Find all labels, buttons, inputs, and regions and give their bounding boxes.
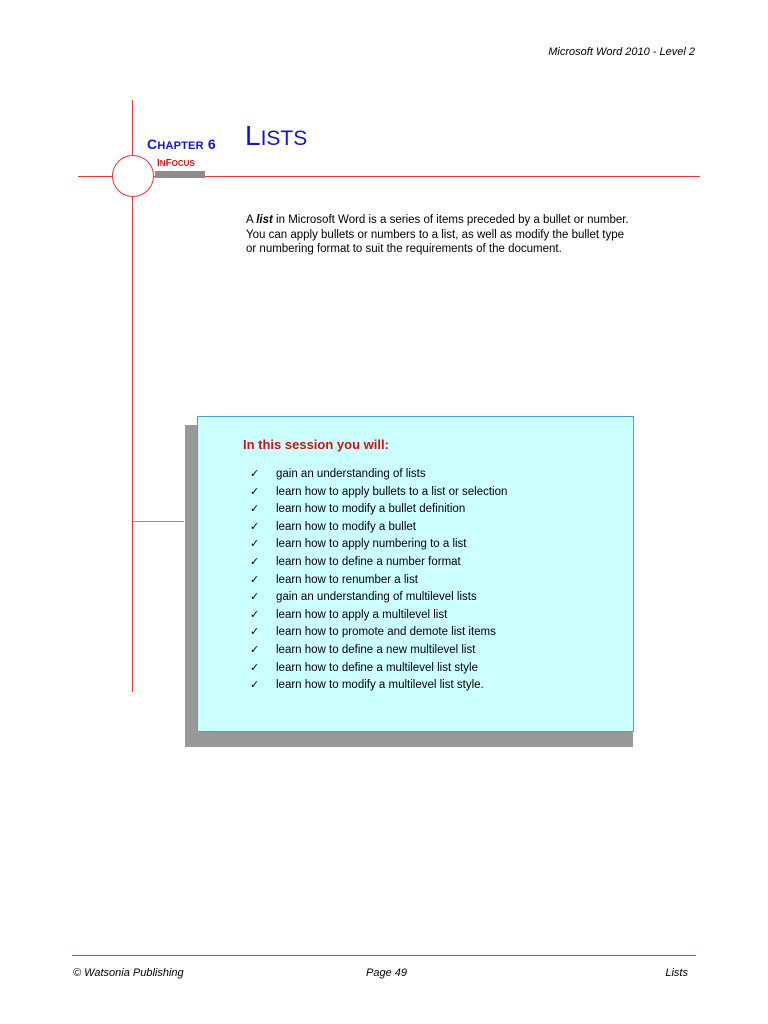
session-list-item <box>250 677 507 695</box>
check-icon: ✓ <box>250 468 260 480</box>
session-list-item-text: learn how to modify a bullet definition <box>276 503 466 516</box>
session-box <box>197 416 634 732</box>
intro-prefix: A <box>246 214 257 226</box>
session-heading: In this session you will: <box>243 437 389 452</box>
footer-section-name: Lists <box>665 967 688 979</box>
session-list-item-text: learn how to renumber a list <box>276 573 418 586</box>
check-icon: ✓ <box>250 573 260 586</box>
check-icon: ✓ <box>250 520 260 533</box>
infocus-label <box>157 158 195 169</box>
footer-rule <box>72 955 696 956</box>
infocus-part2: N <box>159 159 166 168</box>
page-title-initial: L <box>245 120 261 151</box>
check-icon: ✓ <box>250 661 260 674</box>
footer-page-number: Page 49 <box>366 967 407 979</box>
session-list-item <box>250 554 507 572</box>
session-list-item-text: learn how to promote and demote list items <box>276 626 496 639</box>
session-list-item <box>250 624 507 642</box>
session-list-item <box>250 589 507 607</box>
session-list <box>250 466 507 695</box>
check-icon: ✓ <box>250 608 260 621</box>
session-list-item <box>250 501 507 519</box>
session-list-item <box>250 536 507 554</box>
document-header-title: Microsoft Word 2010 - Level 2 <box>548 46 695 58</box>
session-list-item <box>250 607 507 625</box>
session-list-item-text: learn how to apply bullets to a list or selection <box>276 485 508 498</box>
session-list-item-text: learn how to define a multilevel list style <box>276 661 478 674</box>
session-list-item-text: learn how to apply a multilevel list <box>276 608 448 621</box>
session-list-item-text: learn how to define a new multilevel list <box>276 643 476 656</box>
intro-paragraph <box>246 213 636 257</box>
check-icon: ✓ <box>250 679 260 692</box>
footer-publisher: © Watsonia Publishing <box>73 967 184 979</box>
session-list-item <box>250 466 507 484</box>
check-icon: ✓ <box>250 538 260 551</box>
session-list-item <box>250 519 507 537</box>
session-list-item-text: gain an understanding of lists <box>276 468 426 480</box>
session-list-item-text: learn how to modify a multilevel list style. <box>276 679 484 692</box>
decorative-orange-tick <box>133 521 184 522</box>
page-title <box>245 122 307 150</box>
intro-rest: in Microsoft Word is a series of items preceded by a bullet or number. You can apply bullets or numbers to a list, as well as modify the bullet type or numbering format to suit the requirements of the document. <box>246 214 629 255</box>
infocus-part1: I <box>157 158 160 169</box>
chapter-label-initial: C <box>147 136 158 152</box>
infocus-part3: F <box>165 158 172 169</box>
session-list-item-text: learn how to apply numbering to a list <box>276 538 467 551</box>
session-list-item-text: gain an understanding of multilevel lists <box>276 591 477 604</box>
chapter-label-rest: HAPTER <box>157 140 204 152</box>
infocus-underline-bar <box>155 171 205 178</box>
check-icon: ✓ <box>250 591 260 604</box>
chapter-number: 6 <box>207 136 216 152</box>
check-icon: ✓ <box>250 485 260 498</box>
infocus-part4: OCUS <box>171 159 195 168</box>
check-icon: ✓ <box>250 555 260 568</box>
session-list-item <box>250 660 507 678</box>
decorative-circle <box>112 155 154 197</box>
check-icon: ✓ <box>250 626 260 639</box>
session-list-item <box>250 642 507 660</box>
check-icon: ✓ <box>250 503 260 516</box>
session-list-item-text: learn how to modify a bullet <box>276 520 416 533</box>
page-title-rest: ISTS <box>260 127 308 150</box>
session-list-item <box>250 484 507 502</box>
session-list-item-text: learn how to define a number format <box>276 555 461 568</box>
session-list-item <box>250 572 507 590</box>
check-icon: ✓ <box>250 643 260 656</box>
chapter-label <box>147 136 216 152</box>
intro-keyword: list <box>256 214 273 226</box>
